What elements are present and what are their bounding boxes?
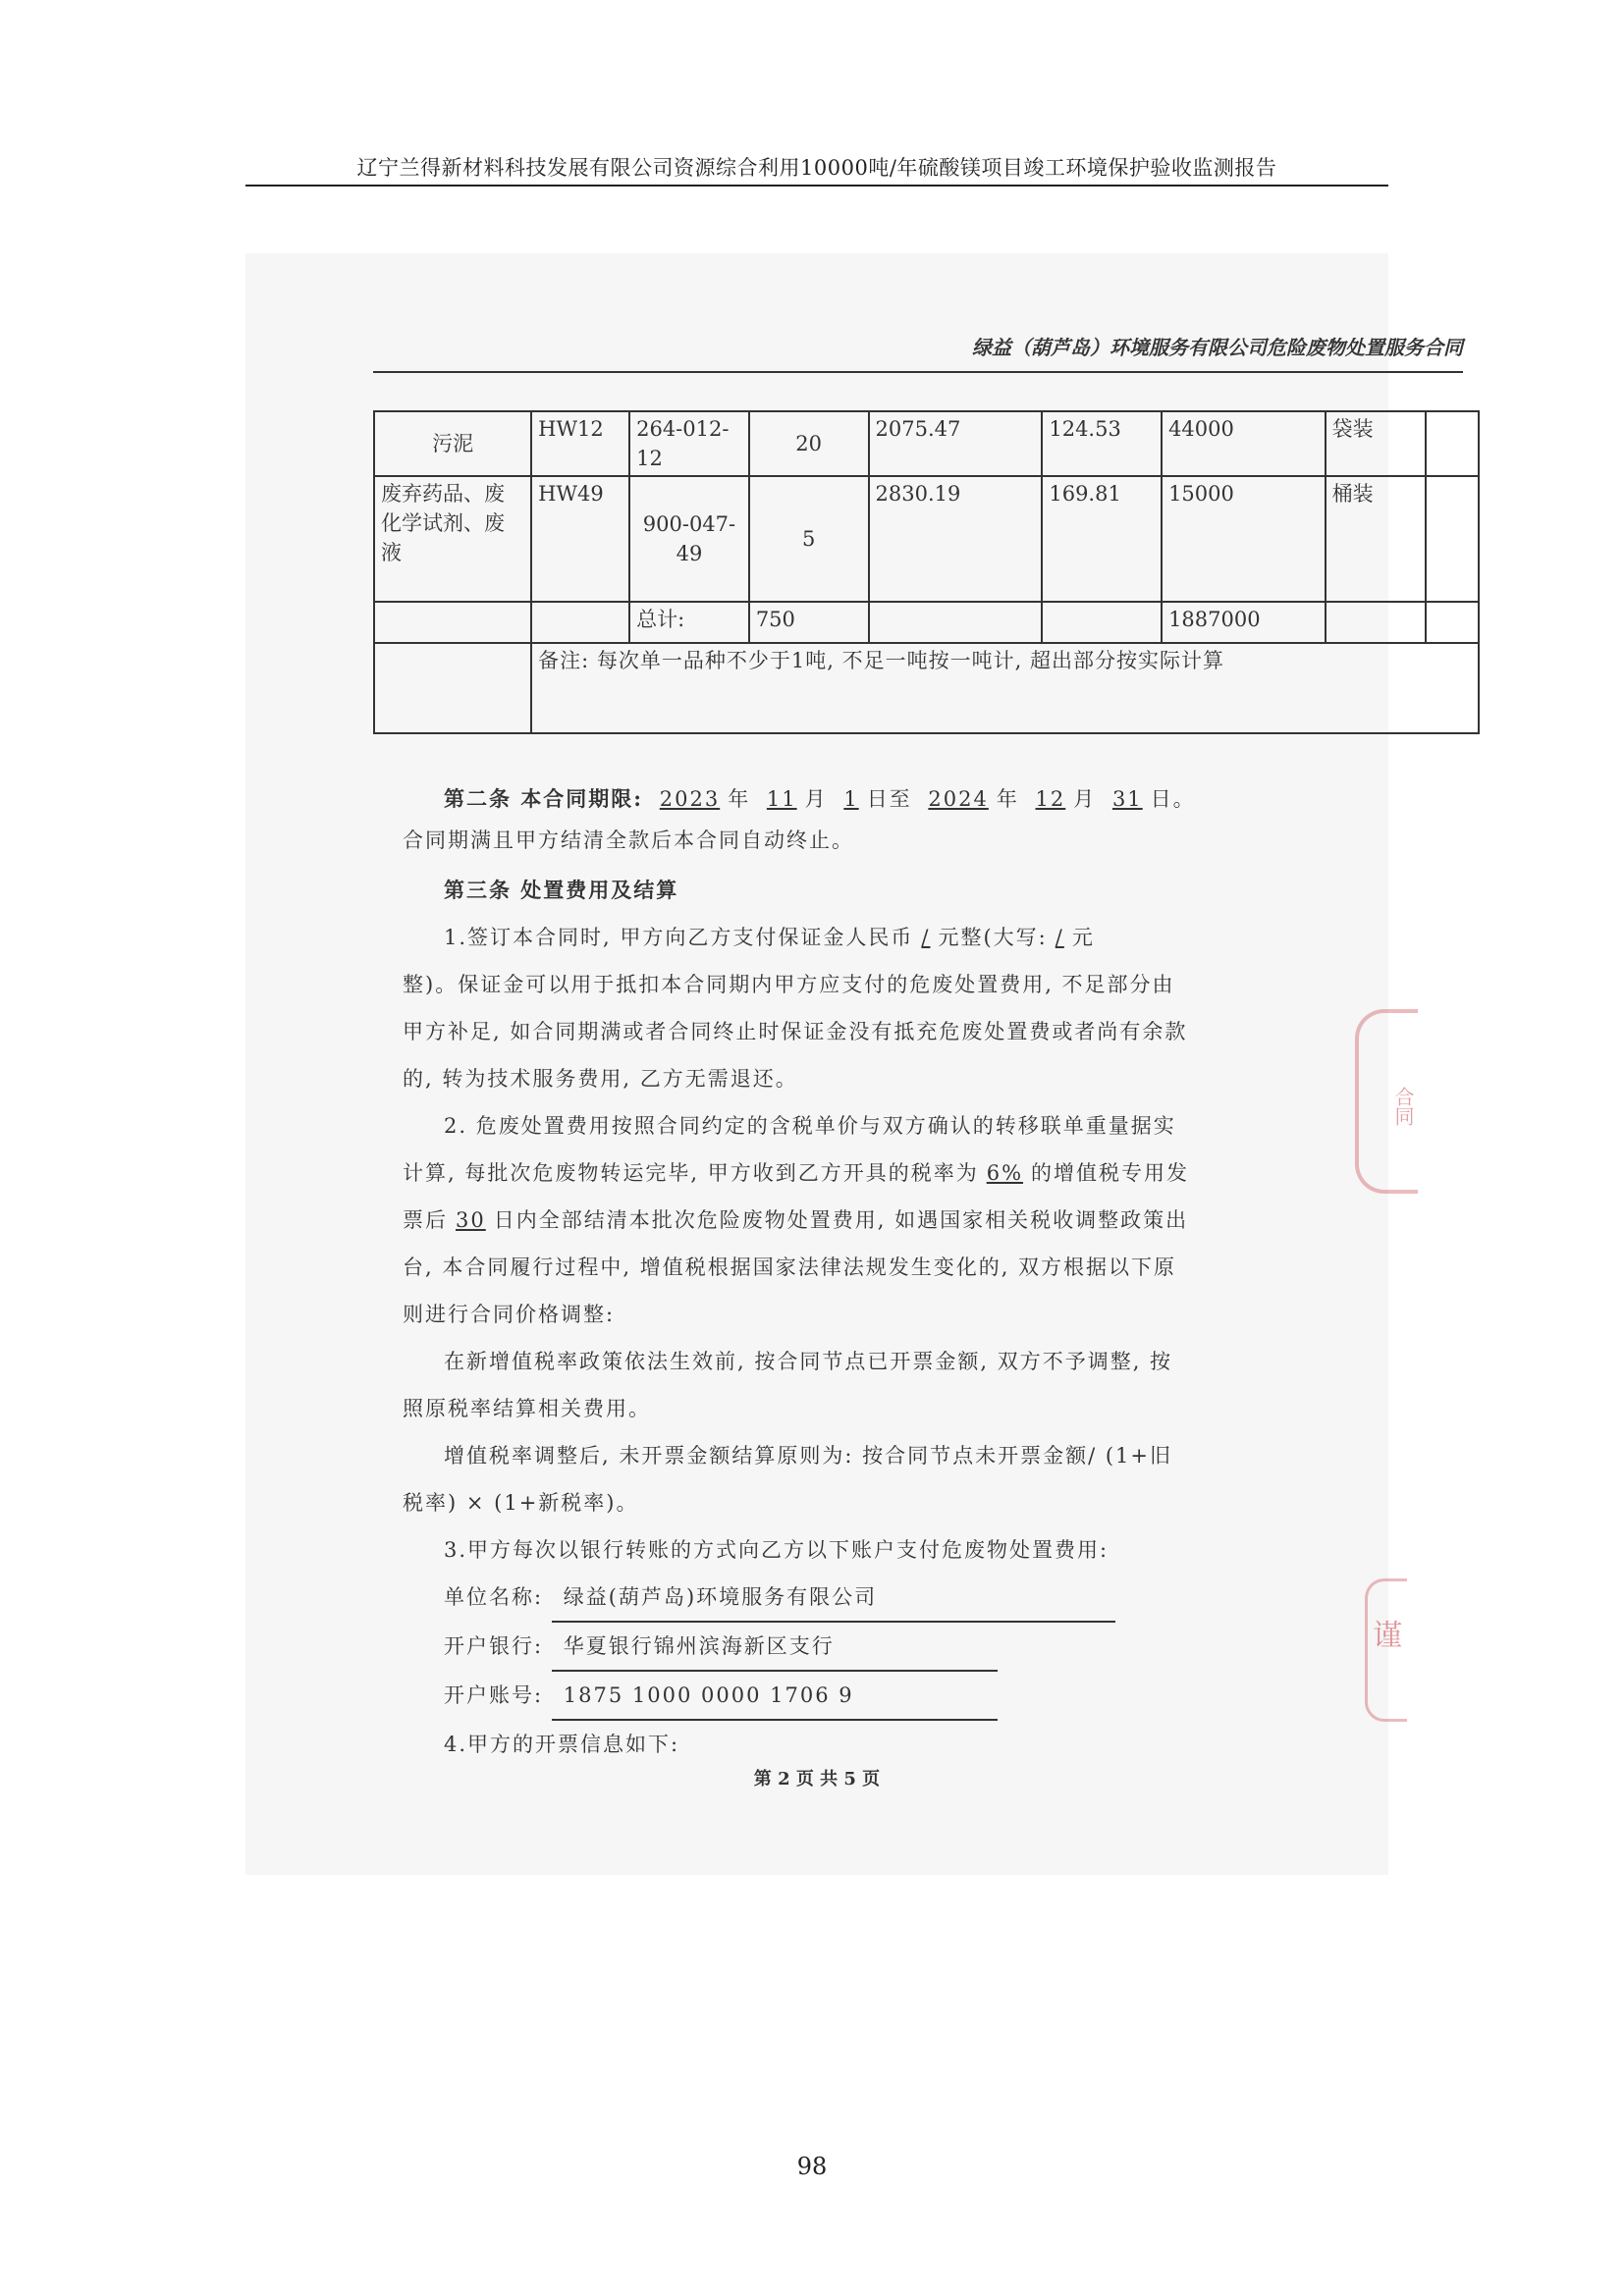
scan-page-number: 第 2 页 共 5 页 [753,1769,881,1789]
tax-rate: 6% [986,1161,1024,1185]
article-3-p5: 3.甲方每次以银行转账的方式向乙方以下账户支付危废物处置费用: [444,1538,1110,1562]
waste-code: HW49 [531,476,629,602]
article-3 [403,867,1483,1768]
unit-price: 2075.47 [869,411,1043,476]
extra-cell [1426,411,1479,476]
end-year: 2024 [928,787,989,811]
empty-cell [374,602,531,643]
article-3-p2-line-3-b: 日内全部结清本批次危险废物处置费用, 如遇国家相关税收调整政策出 [493,1208,1189,1232]
unit-name-label: 单位名称: [444,1585,544,1609]
year-label: 年 [728,787,751,811]
total-amount: 15000 [1162,476,1326,602]
end-day: 31 [1111,787,1143,811]
total-amount: 44000 [1162,411,1326,476]
article-2-prefix: 第二条 本合同期限: [444,786,644,811]
scanned-contract-page [245,253,1463,1875]
article-3-p3-line-1: 在新增值税率政策依法生效前, 按合同节点已开票金额, 双方不予调整, 按 [444,1350,1173,1373]
unit-name-value: 绿益(葫芦岛)环境服务有限公司 [552,1574,1115,1623]
start-day: 1 [843,787,859,811]
deposit-amount: / [921,926,931,949]
table-row-total [374,602,1479,643]
tax-amount: 124.53 [1042,411,1162,476]
grand-total-amount: 1887000 [1162,602,1326,643]
article-3-p1-b: 元整(大写: [938,926,1048,949]
unit-price: 2830.19 [869,476,1043,602]
article-3-p2-line-5: 则进行合同价格调整: [403,1303,616,1326]
article-3-p2-line-1: 2. 危废处置费用按照合同约定的含税单价与双方确认的转移联单重量据实 [444,1114,1176,1138]
start-month: 11 [766,787,797,811]
waste-quantity: 20 [749,411,869,476]
article-3-p3-line-2: 照原税率结算相关费用。 [403,1397,651,1420]
waste-number: 900-047-49 [629,476,749,602]
article-3-p1-line-2: 整)。保证金可以用于抵扣本合同期内甲方应支付的危废处置费用, 不足部分由 [403,973,1175,996]
end-month: 12 [1035,787,1066,811]
empty-cell [1426,602,1479,643]
waste-quantity: 5 [749,476,869,602]
payment-days: 30 [456,1208,486,1232]
empty-cell [1042,602,1162,643]
article-3-title: 第三条 处置费用及结算 [444,878,679,902]
packaging: 桶装 [1326,476,1427,602]
red-seal-stamp-partial: 谨 [1365,1578,1407,1722]
report-header: 辽宁兰得新材料科技发展有限公司资源综合利用10000吨/年硫酸镁项目竣工环境保护验收监测报告 [356,156,1277,180]
waste-name: 废弃药品、废化学试剂、废液 [374,476,531,602]
total-quantity: 750 [749,602,869,643]
page-number: 98 [796,2153,828,2180]
article-3-p2-line-2-a: 计算, 每批次危废物转运完毕, 甲方收到乙方开具的税率为 [403,1161,979,1185]
bank-value: 华夏银行锦州滨海新区支行 [552,1623,998,1672]
waste-number: 264-012-12 [629,411,749,476]
article-3-p4-line-2: 税率) × (1+新税率)。 [403,1491,639,1515]
total-label: 总计: [629,602,749,643]
empty-cell [1326,602,1427,643]
article-3-p2-line-3-a: 票后 [403,1208,448,1232]
table-row [374,476,1479,602]
article-2-line-2: 合同期满且甲方结清全款后本合同自动终止。 [403,828,854,852]
empty-cell [869,602,1043,643]
extra-cell [1426,476,1479,602]
article-3-p1-line-3: 甲方补足, 如合同期满或者合同终止时保证金没有抵充危废处置费或者尚有余款 [403,1020,1188,1043]
tax-amount: 169.81 [1042,476,1162,602]
year-label: 年 [996,787,1019,811]
bank-label: 开户银行: [444,1634,544,1658]
contract-header-rule [373,371,1463,373]
article-3-p6: 4.甲方的开票信息如下: [444,1733,680,1756]
waste-table [373,410,1480,734]
article-3-p1-a: 1.签订本合同时, 甲方向乙方支付保证金人民币 [444,926,914,949]
red-seal-stamp: 合同 [1355,1009,1418,1194]
article-3-p4-line-1: 增值税率调整后, 未开票金额结算原则为: 按合同节点未开票金额/ (1+旧 [444,1444,1172,1468]
waste-name: 污泥 [374,411,531,476]
month-label: 月 [804,787,828,811]
day-label: 日。 [1150,787,1196,811]
empty-cell [531,602,629,643]
deposit-amount-cn: / [1055,926,1064,949]
table-row [374,411,1479,476]
day-to-label: 日至 [866,787,912,811]
article-3-p1-c: 元 [1071,926,1095,949]
waste-code: HW12 [531,411,629,476]
article-3-p2-line-2-b: 的增值税专用发 [1031,1161,1190,1185]
empty-cell [374,643,531,733]
remark-cell: 备注: 每次单一品种不少于1吨, 不足一吨按一吨计, 超出部分按实际计算 [531,643,1479,733]
table-row-remark [374,643,1479,733]
account-label: 开户账号: [444,1683,544,1707]
month-label: 月 [1073,787,1097,811]
header-rule [245,185,1388,187]
article-3-p2-line-4: 台, 本合同履行过程中, 增值税根据国家法律法规发生变化的, 双方根据以下原 [403,1255,1177,1279]
packaging: 袋装 [1326,411,1427,476]
article-2 [403,778,1483,861]
start-year: 2023 [659,787,721,811]
account-value: 1875 1000 0000 1706 9 [552,1672,998,1721]
article-3-p1-line-4: 的, 转为技术服务费用, 乙方无需退还。 [403,1067,798,1091]
contract-header: 绿益（葫芦岛）环境服务有限公司危险废物处置服务合同 [972,336,1463,359]
